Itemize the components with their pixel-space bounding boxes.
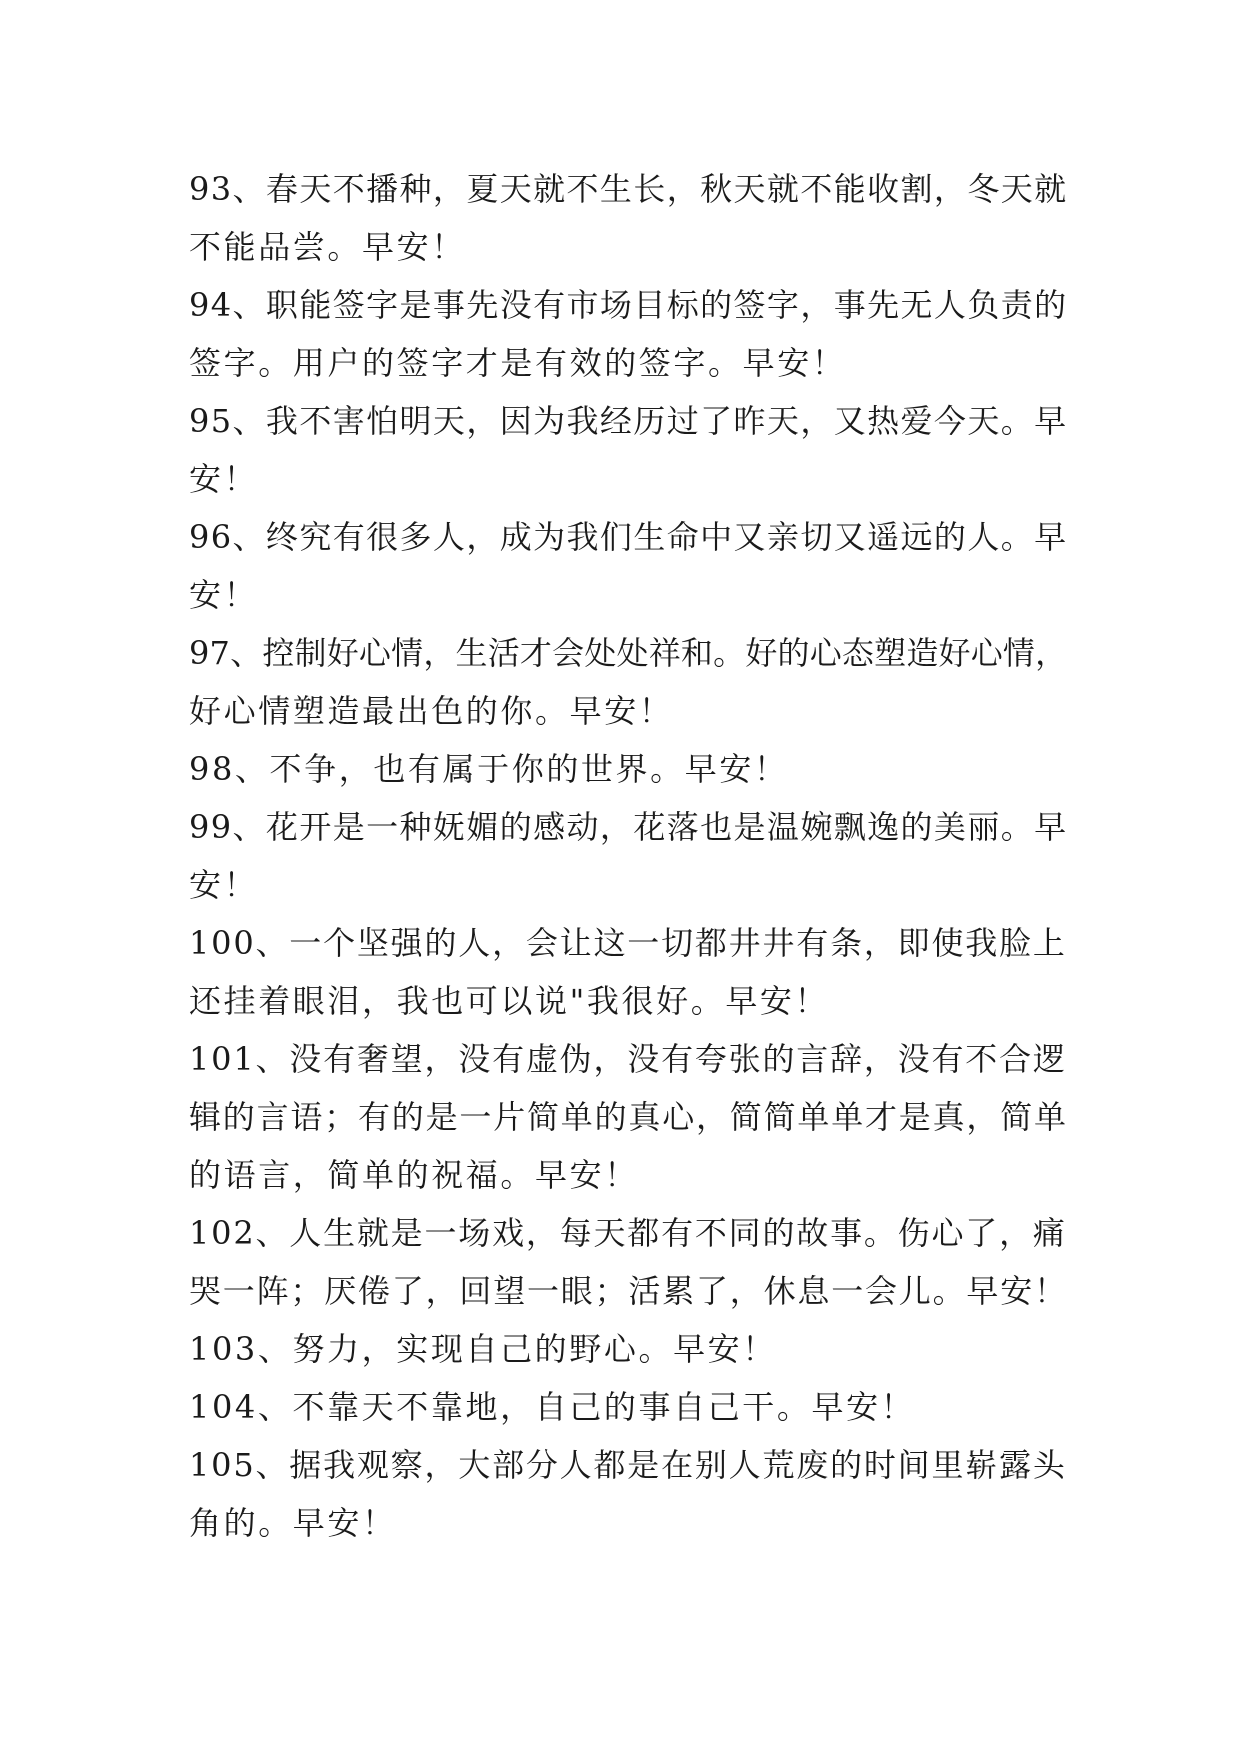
quote-entry <box>189 914 1067 1030</box>
quote-entry <box>189 1030 1068 1204</box>
quote-entry <box>189 508 1068 624</box>
quote-line: 105、据我观察，大部分人都是在别人荒废的时间里崭露头 <box>189 1446 1067 1484</box>
quote-entry <box>189 798 1068 914</box>
quote-line: 99、花开是一种妩媚的感动，花落也是温婉飘逸的美丽。早 <box>189 808 1068 846</box>
quote-entry <box>189 1204 1068 1320</box>
quote-line: 93、春天不播种，夏天就不生长，秋天就不能收割，冬天就 <box>189 170 1068 208</box>
quote-line: 好心情塑造最出色的你。早安！ <box>189 692 674 730</box>
quote-line: 安！ <box>189 576 259 614</box>
quote-line: 的语言，简单的祝福。早安！ <box>189 1156 639 1194</box>
quote-entry <box>189 1320 1059 1378</box>
quote-line: 哭一阵；厌倦了，回望一眼；活累了，休息一会儿。早安！ <box>189 1272 1068 1310</box>
quote-line: 100、一个坚强的人，会让这一切都井井有条，即使我脸上 <box>189 924 1067 962</box>
quote-line: 101、没有奢望，没有虚伪，没有夸张的言辞，没有不合逻 <box>189 1040 1067 1078</box>
quote-line: 还挂着眼泪，我也可以说"我很好。早安！ <box>189 982 830 1020</box>
quote-line: 95、我不害怕明天，因为我经历过了昨天，又热爱今天。早 <box>189 402 1068 440</box>
quote-line: 安！ <box>189 460 259 498</box>
quote-entry <box>189 160 1068 276</box>
document-body <box>189 160 1068 1552</box>
quote-entry <box>189 392 1068 508</box>
quote-line: 辑的言语；有的是一片简单的真心，简简单单才是真，简单 <box>189 1098 1068 1136</box>
quote-line: 97、控制好心情，生活才会处处祥和。好的心态塑造好心情， <box>189 634 1068 672</box>
quote-line: 角的。早安！ <box>189 1504 397 1542</box>
quote-line: 96、终究有很多人，成为我们生命中又亲切又遥远的人。早 <box>189 518 1068 556</box>
quote-line: 98、不争，也有属于你的世界。早安！ <box>189 750 789 788</box>
quote-line: 94、职能签字是事先没有市场目标的签字，事先无人负责的 <box>189 286 1068 324</box>
quote-entry <box>189 1436 1067 1552</box>
quote-entry <box>189 740 1059 798</box>
quote-line: 安！ <box>189 866 259 904</box>
quote-line: 102、人生就是一场戏，每天都有不同的故事。伤心了，痛 <box>189 1214 1067 1252</box>
quote-line: 不能品尝。早安！ <box>189 228 466 266</box>
quote-entry <box>189 276 1068 392</box>
quote-entry <box>189 624 1068 740</box>
quote-line: 104、不靠天不靠地，自己的事自己干。早安！ <box>189 1388 916 1426</box>
quote-line: 签字。用户的签字才是有效的签字。早安！ <box>189 344 847 382</box>
quote-entry <box>189 1378 1059 1436</box>
quote-line: 103、努力，实现自己的野心。早安！ <box>189 1330 777 1368</box>
